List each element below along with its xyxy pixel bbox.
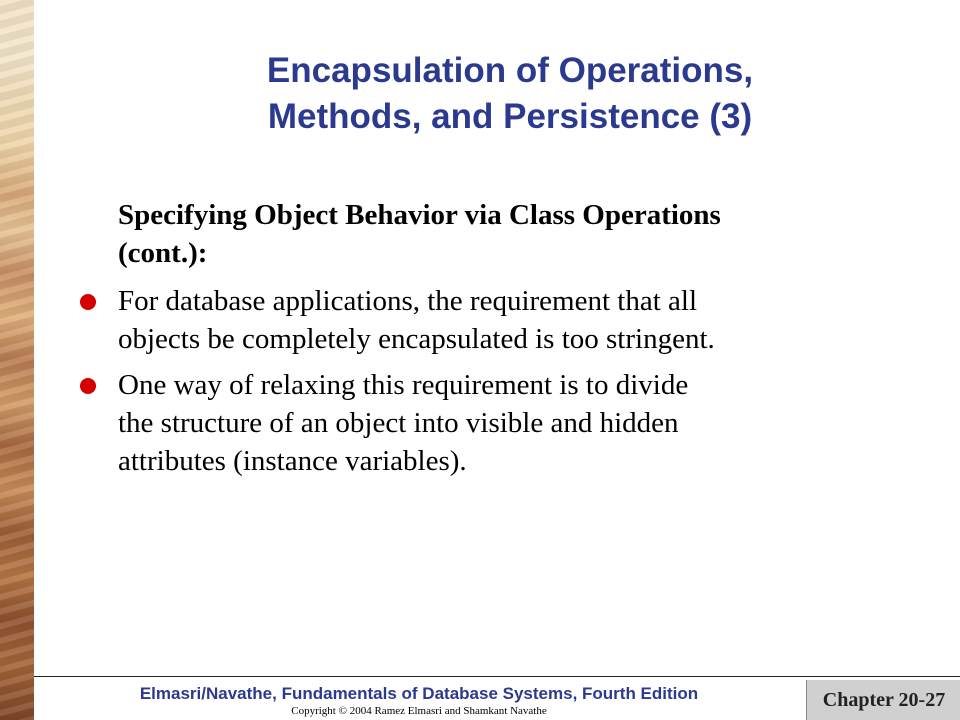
footer-copyright: Copyright © 2004 Ramez Elmasri and Shamkant Navathe (291, 705, 547, 717)
bullet-dot-icon (80, 378, 96, 394)
subheading (118, 196, 910, 272)
subheading-line-2: (cont.): (118, 237, 208, 269)
bullet-text-line: For database applications, the requirement that all (118, 285, 697, 317)
bullet-text-line: One way of relaxing this requirement is to divide (118, 369, 689, 401)
decorative-sidebar-image (0, 0, 34, 720)
footer-book-title: Elmasri/Navathe, Fundamentals of Database Systems, Fourth Edition (139, 684, 699, 703)
slide-title-line-1: Encapsulation of Operations, (266, 51, 754, 90)
bullet-text-line: attributes (instance variables). (118, 445, 467, 477)
bullet-item (80, 282, 910, 358)
bullet-dot-icon (80, 294, 96, 310)
chapter-page-label: Chapter 20-27 (806, 680, 960, 720)
bullet-text-line: objects be completely encapsulated is too stringent. (118, 323, 715, 355)
slide-body (80, 196, 910, 488)
bullet-text-line: the structure of an object into visible and hidden (118, 407, 679, 439)
footer-divider (34, 676, 960, 677)
slide-title (120, 48, 900, 140)
bullet-item (80, 366, 910, 480)
slide-title-line-2: Methods, and Persistence (3) (267, 97, 753, 136)
subheading-line-1: Specifying Object Behavior via Class Operations (118, 199, 721, 231)
